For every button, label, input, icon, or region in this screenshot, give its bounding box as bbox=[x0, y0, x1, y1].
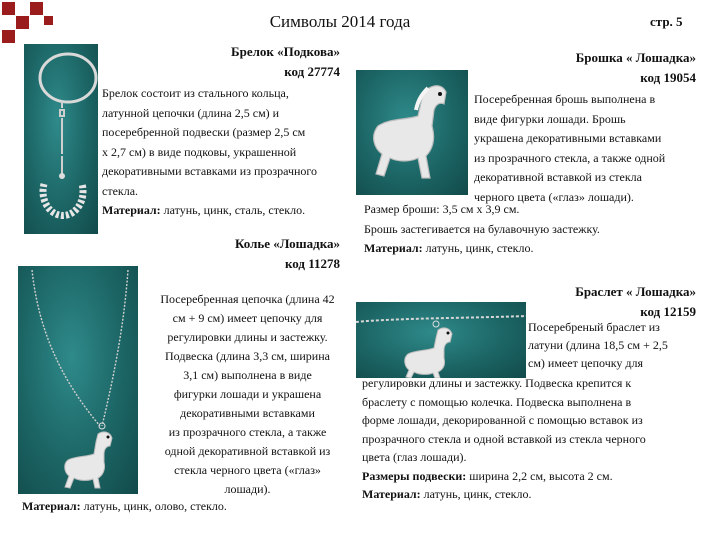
text-line: декоративными вставками из прозрачного bbox=[102, 164, 318, 178]
text-line: одной декоративной вставкой из bbox=[164, 444, 331, 458]
horseshoe-keychain-image bbox=[24, 44, 98, 234]
text-line: см) имеет цепочку для bbox=[528, 356, 643, 370]
size-line: Размер броши: 3,5 см х 3,9 см. bbox=[364, 202, 520, 216]
text-line: черного цвета («глаз» лошади). bbox=[474, 189, 634, 204]
material-value: латунь, цинк, сталь, стекло. bbox=[160, 203, 306, 217]
bracelet-name: Браслет « Лошадка» bbox=[575, 284, 696, 299]
keychain-description bbox=[102, 84, 352, 221]
text-line: стекла черного цвета («глаз» bbox=[174, 463, 321, 477]
keychain-photo bbox=[24, 44, 98, 234]
text-line: лошади). bbox=[224, 482, 271, 496]
brooch-description bbox=[474, 90, 704, 207]
necklace-photo bbox=[18, 266, 138, 494]
text-line: посеребренной подвески (размер 2,5 см bbox=[102, 125, 306, 139]
brooch-details bbox=[364, 200, 704, 259]
text-line: Посеребренная брошь выполнена в bbox=[474, 92, 656, 106]
text-line: браслету с помощью колечка. Подвеска выполнена в bbox=[362, 394, 632, 409]
bracelet-code: код 12159 bbox=[640, 304, 696, 319]
text-line: см + 9 см) имеет цепочку для bbox=[172, 311, 323, 325]
text-line: 3,1 см) выполнена в виде bbox=[183, 368, 312, 382]
text-line: Посеребренная цепочка (длина 42 bbox=[160, 292, 335, 306]
page-number: стр. 5 bbox=[650, 14, 683, 29]
horse-necklace-image bbox=[18, 266, 138, 494]
text-line: Посеребреный браслет из bbox=[528, 320, 660, 334]
keychain-name: Брелок «Подкова» bbox=[231, 44, 340, 59]
horse-bracelet-image bbox=[356, 302, 526, 378]
text-line: латунной цепочки (длина 2,5 см) и bbox=[102, 105, 280, 120]
text-line: прозрачного стекла и одной вставкой из стекла черного bbox=[362, 431, 646, 446]
text-line: виде фигурки лошади. Брошь bbox=[474, 111, 626, 126]
text-line: цвета (глаз лошади). bbox=[362, 450, 467, 464]
material-label: Материал: bbox=[22, 499, 81, 513]
size-line bbox=[362, 467, 708, 486]
keychain-code: код 27774 bbox=[284, 64, 340, 79]
text-line: стекла. bbox=[102, 183, 139, 198]
brooch-code: код 19054 bbox=[640, 70, 696, 85]
text-line: регулировки длины и застежку. Подвеска крепится к bbox=[362, 376, 632, 390]
material-line bbox=[102, 201, 352, 221]
material-line bbox=[362, 485, 708, 504]
necklace-code: код 11278 bbox=[284, 256, 340, 271]
material-label: Материал: bbox=[362, 487, 421, 501]
page-title: Символы 2014 года bbox=[269, 12, 411, 31]
material-label: Материал: bbox=[364, 241, 423, 255]
text-line: декоративными вставками bbox=[180, 406, 315, 420]
text-line: из прозрачного стекла, а также bbox=[168, 425, 327, 439]
brooch-photo bbox=[356, 70, 468, 195]
material-value: латунь, цинк, олово, стекло. bbox=[80, 499, 227, 513]
size-label: Размеры подвески: bbox=[362, 468, 467, 483]
size-value: ширина 2,2 см, высота 2 см. bbox=[466, 468, 613, 483]
necklace-description bbox=[140, 290, 355, 499]
material-value: латунь, цинк, стекло. bbox=[422, 241, 534, 255]
text-line: форме лошади, декорированной с помощью вставок из bbox=[362, 413, 643, 427]
text-line: Подвеска (длина 3,3 см, ширина bbox=[165, 349, 330, 363]
text-line: декоративной вставкой из стекла bbox=[474, 170, 642, 184]
brooch-name: Брошка « Лошадка» bbox=[575, 50, 696, 65]
clasp-line: Брошь застегивается на булавочную застежку. bbox=[364, 221, 600, 236]
horse-brooch-image bbox=[356, 70, 468, 195]
text-line: фигурки лошади и украшена bbox=[173, 387, 322, 401]
text-line: Брелок состоит из стального кольца, bbox=[102, 86, 289, 100]
material-line bbox=[22, 497, 352, 517]
material-label: Материал: bbox=[102, 203, 161, 217]
material-value: латунь, цинк, стекло. bbox=[420, 487, 532, 501]
bracelet-description-top bbox=[528, 318, 708, 372]
text-line: регулировки длины и застежку. bbox=[167, 330, 328, 344]
necklace-material bbox=[22, 497, 352, 517]
bracelet-photo bbox=[356, 302, 526, 378]
necklace-name: Колье «Лошадка» bbox=[234, 236, 340, 251]
bracelet-description-bottom bbox=[362, 374, 708, 504]
text-line: украшена декоративными вставками bbox=[474, 131, 662, 145]
text-line: х 2,7 см) в виде подковы, украшенной bbox=[102, 144, 297, 159]
text-line: из прозрачного стекла, а также одной bbox=[474, 150, 666, 165]
text-line: латуни (длина 18,5 см + 2,5 bbox=[528, 338, 668, 352]
material-line bbox=[364, 239, 704, 259]
